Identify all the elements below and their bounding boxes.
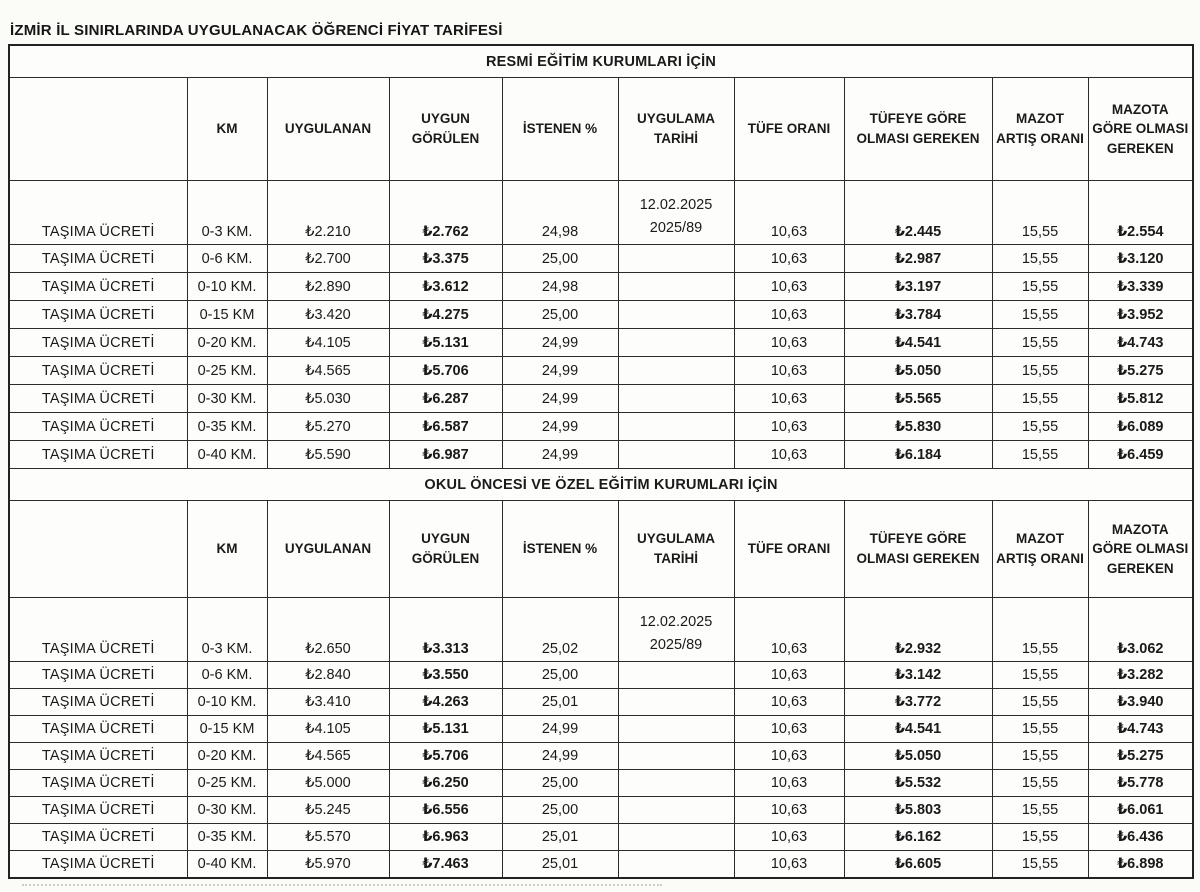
cell-tufeye-gore-gereken: ₺5.803 [844, 797, 992, 824]
cell-label: TAŞIMA ÜCRETİ [9, 413, 187, 441]
cell-istenen-pct: 24,99 [502, 413, 618, 441]
cell-tufe-orani: 10,63 [734, 413, 844, 441]
cell-uygun-gorulen: ₺7.463 [389, 851, 502, 879]
cell-tufeye-gore-gereken: ₺6.605 [844, 851, 992, 879]
cell-mazota-gore-gereken: ₺6.898 [1088, 851, 1193, 879]
cell-label: TAŞIMA ÜCRETİ [9, 181, 187, 245]
cell-tufe-orani: 10,63 [734, 824, 844, 851]
cell-uygulanan: ₺5.270 [267, 413, 389, 441]
column-header: İSTENEN % [502, 78, 618, 181]
cell-mazot-artis-orani: 15,55 [992, 357, 1088, 385]
cell-tufeye-gore-gereken: ₺6.184 [844, 441, 992, 469]
column-header: İSTENEN % [502, 501, 618, 598]
cell-km: 0-40 KM. [187, 441, 267, 469]
cell-istenen-pct: 24,99 [502, 743, 618, 770]
cell-uygulanan: ₺5.970 [267, 851, 389, 879]
cell-tufeye-gore-gereken: ₺2.987 [844, 245, 992, 273]
cell-uygulama-tarihi [618, 329, 734, 357]
cell-tufe-orani: 10,63 [734, 357, 844, 385]
cell-tufeye-gore-gereken: ₺5.050 [844, 357, 992, 385]
cell-uygun-gorulen: ₺4.263 [389, 689, 502, 716]
cell-tufeye-gore-gereken: ₺3.197 [844, 273, 992, 301]
cell-mazota-gore-gereken: ₺5.778 [1088, 770, 1193, 797]
cell-tufe-orani: 10,63 [734, 689, 844, 716]
cell-uygulanan: ₺5.570 [267, 824, 389, 851]
cell-mazota-gore-gereken: ₺2.554 [1088, 181, 1193, 245]
date-line: 2025/89 [649, 636, 703, 653]
cell-tufe-orani: 10,63 [734, 662, 844, 689]
cell-uygulama-tarihi [618, 181, 734, 245]
cell-mazot-artis-orani: 15,55 [992, 385, 1088, 413]
cell-tufeye-gore-gereken: ₺3.784 [844, 301, 992, 329]
cell-km: 0-20 KM. [187, 743, 267, 770]
cell-tufe-orani: 10,63 [734, 273, 844, 301]
cell-mazot-artis-orani: 15,55 [992, 273, 1088, 301]
cell-uygun-gorulen: ₺6.556 [389, 797, 502, 824]
cell-label: TAŞIMA ÜCRETİ [9, 716, 187, 743]
cell-uygun-gorulen: ₺6.963 [389, 824, 502, 851]
column-header: MAZOT ARTIŞ ORANI [992, 78, 1088, 181]
cell-tufeye-gore-gereken: ₺5.830 [844, 413, 992, 441]
cell-label: TAŞIMA ÜCRETİ [9, 357, 187, 385]
cell-uygun-gorulen: ₺4.275 [389, 301, 502, 329]
date-line: 12.02.2025 [639, 196, 713, 213]
cell-km: 0-25 KM. [187, 357, 267, 385]
cell-tufe-orani: 10,63 [734, 743, 844, 770]
cell-istenen-pct: 25,00 [502, 245, 618, 273]
cell-uygulama-tarihi [618, 441, 734, 469]
column-header: UYGULAMA TARİHİ [618, 501, 734, 598]
cell-mazota-gore-gereken: ₺3.282 [1088, 662, 1193, 689]
cell-istenen-pct: 24,99 [502, 357, 618, 385]
cell-label: TAŞIMA ÜCRETİ [9, 301, 187, 329]
cell-uygulama-tarihi [618, 770, 734, 797]
cell-km: 0-35 KM. [187, 413, 267, 441]
table-row [9, 329, 1193, 357]
cell-tufe-orani: 10,63 [734, 851, 844, 879]
column-header: MAZOT ARTIŞ ORANI [992, 501, 1088, 598]
cell-uygulanan: ₺2.840 [267, 662, 389, 689]
cell-mazota-gore-gereken: ₺3.339 [1088, 273, 1193, 301]
table-row [9, 770, 1193, 797]
cell-uygun-gorulen: ₺3.550 [389, 662, 502, 689]
cell-mazot-artis-orani: 15,55 [992, 329, 1088, 357]
cell-label: TAŞIMA ÜCRETİ [9, 689, 187, 716]
table-row [9, 357, 1193, 385]
table-row [9, 598, 1193, 662]
cell-mazot-artis-orani: 15,55 [992, 245, 1088, 273]
cell-uygulama-tarihi [618, 273, 734, 301]
column-header: KM [187, 501, 267, 598]
cell-label: TAŞIMA ÜCRETİ [9, 851, 187, 879]
cell-uygulama-tarihi [618, 413, 734, 441]
cell-uygun-gorulen: ₺3.313 [389, 598, 502, 662]
table-row [9, 716, 1193, 743]
cell-uygun-gorulen: ₺6.987 [389, 441, 502, 469]
cell-tufeye-gore-gereken: ₺6.162 [844, 824, 992, 851]
cell-tufe-orani: 10,63 [734, 716, 844, 743]
cell-mazota-gore-gereken: ₺3.952 [1088, 301, 1193, 329]
table-row [9, 441, 1193, 469]
cell-tufe-orani: 10,63 [734, 329, 844, 357]
table-row [9, 301, 1193, 329]
cell-uygun-gorulen: ₺3.375 [389, 245, 502, 273]
cell-tufeye-gore-gereken: ₺4.541 [844, 329, 992, 357]
column-header: UYGULAMA TARİHİ [618, 78, 734, 181]
cell-mazot-artis-orani: 15,55 [992, 662, 1088, 689]
cell-uygulama-tarihi [618, 824, 734, 851]
cell-label: TAŞIMA ÜCRETİ [9, 385, 187, 413]
column-header: UYGUN GÖRÜLEN [389, 501, 502, 598]
cell-uygulama-tarihi [618, 357, 734, 385]
cell-uygun-gorulen: ₺5.131 [389, 716, 502, 743]
page-title: İZMİR İL SINIRLARINDA UYGULANACAK ÖĞRENCİ FİYAT TARİFESİ [10, 22, 503, 39]
cell-uygulanan: ₺4.565 [267, 357, 389, 385]
column-header: TÜFE ORANI [734, 78, 844, 181]
cell-istenen-pct: 24,98 [502, 273, 618, 301]
cell-mazot-artis-orani: 15,55 [992, 716, 1088, 743]
column-header: MAZOTA GÖRE OLMASI GEREKEN [1088, 78, 1193, 181]
cell-uygun-gorulen: ₺5.706 [389, 743, 502, 770]
cell-mazota-gore-gereken: ₺5.812 [1088, 385, 1193, 413]
table-row [9, 245, 1193, 273]
cell-tufeye-gore-gereken: ₺3.772 [844, 689, 992, 716]
cell-uygulanan: ₺5.000 [267, 770, 389, 797]
cell-km: 0-30 KM. [187, 385, 267, 413]
cell-km: 0-35 KM. [187, 824, 267, 851]
cell-uygulanan: ₺3.420 [267, 301, 389, 329]
cell-label: TAŞIMA ÜCRETİ [9, 797, 187, 824]
cell-mazota-gore-gereken: ₺3.940 [1088, 689, 1193, 716]
cell-uygulanan: ₺5.030 [267, 385, 389, 413]
table-row [9, 851, 1193, 879]
cell-uygulama-tarihi [618, 851, 734, 879]
cell-label: TAŞIMA ÜCRETİ [9, 441, 187, 469]
cell-tufeye-gore-gereken: ₺2.445 [844, 181, 992, 245]
column-header: UYGULANAN [267, 78, 389, 181]
cell-tufeye-gore-gereken: ₺4.541 [844, 716, 992, 743]
cell-uygun-gorulen: ₺3.612 [389, 273, 502, 301]
table-row [9, 662, 1193, 689]
cell-uygulanan: ₺4.105 [267, 329, 389, 357]
cell-uygulanan: ₺2.650 [267, 598, 389, 662]
section-title: OKUL ÖNCESİ VE ÖZEL EĞİTİM KURUMLARI İÇİN [9, 469, 1193, 501]
cell-km: 0-15 KM [187, 716, 267, 743]
cell-tufe-orani: 10,63 [734, 797, 844, 824]
cell-km: 0-3 KM. [187, 181, 267, 245]
column-header: KM [187, 78, 267, 181]
cell-uygun-gorulen: ₺6.287 [389, 385, 502, 413]
cell-mazota-gore-gereken: ₺4.743 [1088, 329, 1193, 357]
table-row [9, 824, 1193, 851]
column-header: TÜFE ORANI [734, 501, 844, 598]
cell-uygun-gorulen: ₺6.587 [389, 413, 502, 441]
table-row [9, 181, 1193, 245]
column-header: UYGULANAN [267, 501, 389, 598]
cell-uygulanan: ₺4.565 [267, 743, 389, 770]
cell-mazota-gore-gereken: ₺6.089 [1088, 413, 1193, 441]
column-header: TÜFEYE GÖRE OLMASI GEREKEN [844, 501, 992, 598]
cell-label: TAŞIMA ÜCRETİ [9, 273, 187, 301]
cell-uygulama-tarihi [618, 716, 734, 743]
cell-istenen-pct: 25,01 [502, 851, 618, 879]
cell-km: 0-10 KM. [187, 273, 267, 301]
scan-artifact [22, 884, 662, 892]
cell-tufe-orani: 10,63 [734, 598, 844, 662]
cell-km: 0-40 KM. [187, 851, 267, 879]
cell-tufe-orani: 10,63 [734, 181, 844, 245]
cell-uygun-gorulen: ₺5.706 [389, 357, 502, 385]
table-row [9, 413, 1193, 441]
cell-mazot-artis-orani: 15,55 [992, 824, 1088, 851]
table-row [9, 797, 1193, 824]
cell-km: 0-10 KM. [187, 689, 267, 716]
cell-km: 0-25 KM. [187, 770, 267, 797]
cell-tufeye-gore-gereken: ₺2.932 [844, 598, 992, 662]
cell-label: TAŞIMA ÜCRETİ [9, 598, 187, 662]
cell-tufe-orani: 10,63 [734, 385, 844, 413]
cell-km: 0-3 KM. [187, 598, 267, 662]
cell-label: TAŞIMA ÜCRETİ [9, 770, 187, 797]
column-header-empty [9, 501, 187, 598]
cell-mazota-gore-gereken: ₺4.743 [1088, 716, 1193, 743]
table-row [9, 743, 1193, 770]
cell-uygulama-tarihi [618, 743, 734, 770]
cell-uygun-gorulen: ₺5.131 [389, 329, 502, 357]
cell-mazot-artis-orani: 15,55 [992, 851, 1088, 879]
cell-uygulanan: ₺5.245 [267, 797, 389, 824]
cell-label: TAŞIMA ÜCRETİ [9, 245, 187, 273]
cell-uygulama-tarihi [618, 797, 734, 824]
table-row [9, 689, 1193, 716]
cell-uygulama-tarihi [618, 245, 734, 273]
cell-istenen-pct: 24,99 [502, 441, 618, 469]
cell-uygulanan: ₺2.210 [267, 181, 389, 245]
tariff-section [9, 469, 1193, 879]
cell-mazot-artis-orani: 15,55 [992, 743, 1088, 770]
cell-uygun-gorulen: ₺6.250 [389, 770, 502, 797]
cell-mazot-artis-orani: 15,55 [992, 181, 1088, 245]
cell-mazot-artis-orani: 15,55 [992, 413, 1088, 441]
cell-istenen-pct: 24,98 [502, 181, 618, 245]
cell-km: 0-20 KM. [187, 329, 267, 357]
cell-mazot-artis-orani: 15,55 [992, 598, 1088, 662]
cell-istenen-pct: 24,99 [502, 716, 618, 743]
column-header: TÜFEYE GÖRE OLMASI GEREKEN [844, 78, 992, 181]
tariff-table [8, 44, 1194, 879]
cell-istenen-pct: 25,02 [502, 598, 618, 662]
cell-tufe-orani: 10,63 [734, 441, 844, 469]
cell-mazot-artis-orani: 15,55 [992, 797, 1088, 824]
cell-uygun-gorulen: ₺2.762 [389, 181, 502, 245]
cell-label: TAŞIMA ÜCRETİ [9, 824, 187, 851]
cell-mazot-artis-orani: 15,55 [992, 770, 1088, 797]
cell-istenen-pct: 25,00 [502, 662, 618, 689]
cell-mazota-gore-gereken: ₺3.062 [1088, 598, 1193, 662]
cell-istenen-pct: 25,00 [502, 797, 618, 824]
cell-uygulanan: ₺5.590 [267, 441, 389, 469]
cell-istenen-pct: 25,00 [502, 770, 618, 797]
section-title: RESMİ EĞİTİM KURUMLARI İÇİN [9, 45, 1193, 78]
cell-uygulanan: ₺2.890 [267, 273, 389, 301]
cell-km: 0-30 KM. [187, 797, 267, 824]
cell-mazot-artis-orani: 15,55 [992, 689, 1088, 716]
cell-mazot-artis-orani: 15,55 [992, 441, 1088, 469]
table-row [9, 385, 1193, 413]
column-header: UYGUN GÖRÜLEN [389, 78, 502, 181]
cell-label: TAŞIMA ÜCRETİ [9, 329, 187, 357]
cell-km: 0-6 KM. [187, 245, 267, 273]
cell-uygulama-tarihi [618, 689, 734, 716]
column-header: MAZOTA GÖRE OLMASI GEREKEN [1088, 501, 1193, 598]
cell-mazota-gore-gereken: ₺6.061 [1088, 797, 1193, 824]
cell-mazota-gore-gereken: ₺5.275 [1088, 357, 1193, 385]
cell-uygulanan: ₺4.105 [267, 716, 389, 743]
cell-istenen-pct: 24,99 [502, 329, 618, 357]
cell-mazota-gore-gereken: ₺3.120 [1088, 245, 1193, 273]
cell-istenen-pct: 25,01 [502, 689, 618, 716]
column-header-empty [9, 78, 187, 181]
cell-mazota-gore-gereken: ₺5.275 [1088, 743, 1193, 770]
cell-tufeye-gore-gereken: ₺5.565 [844, 385, 992, 413]
cell-istenen-pct: 25,00 [502, 301, 618, 329]
cell-tufeye-gore-gereken: ₺5.050 [844, 743, 992, 770]
tariff-section [9, 45, 1193, 469]
cell-uygulama-tarihi [618, 301, 734, 329]
cell-uygulama-tarihi [618, 662, 734, 689]
cell-uygulama-tarihi [618, 385, 734, 413]
cell-label: TAŞIMA ÜCRETİ [9, 743, 187, 770]
cell-istenen-pct: 24,99 [502, 385, 618, 413]
cell-uygulanan: ₺3.410 [267, 689, 389, 716]
cell-tufeye-gore-gereken: ₺5.532 [844, 770, 992, 797]
table-row [9, 273, 1193, 301]
cell-tufeye-gore-gereken: ₺3.142 [844, 662, 992, 689]
date-line: 2025/89 [649, 219, 703, 236]
cell-uygulama-tarihi [618, 598, 734, 662]
cell-istenen-pct: 25,01 [502, 824, 618, 851]
cell-km: 0-15 KM [187, 301, 267, 329]
cell-tufe-orani: 10,63 [734, 770, 844, 797]
cell-km: 0-6 KM. [187, 662, 267, 689]
cell-tufe-orani: 10,63 [734, 301, 844, 329]
cell-mazota-gore-gereken: ₺6.459 [1088, 441, 1193, 469]
cell-label: TAŞIMA ÜCRETİ [9, 662, 187, 689]
cell-tufe-orani: 10,63 [734, 245, 844, 273]
cell-uygulanan: ₺2.700 [267, 245, 389, 273]
cell-mazota-gore-gereken: ₺6.436 [1088, 824, 1193, 851]
date-line: 12.02.2025 [639, 613, 713, 630]
cell-mazot-artis-orani: 15,55 [992, 301, 1088, 329]
